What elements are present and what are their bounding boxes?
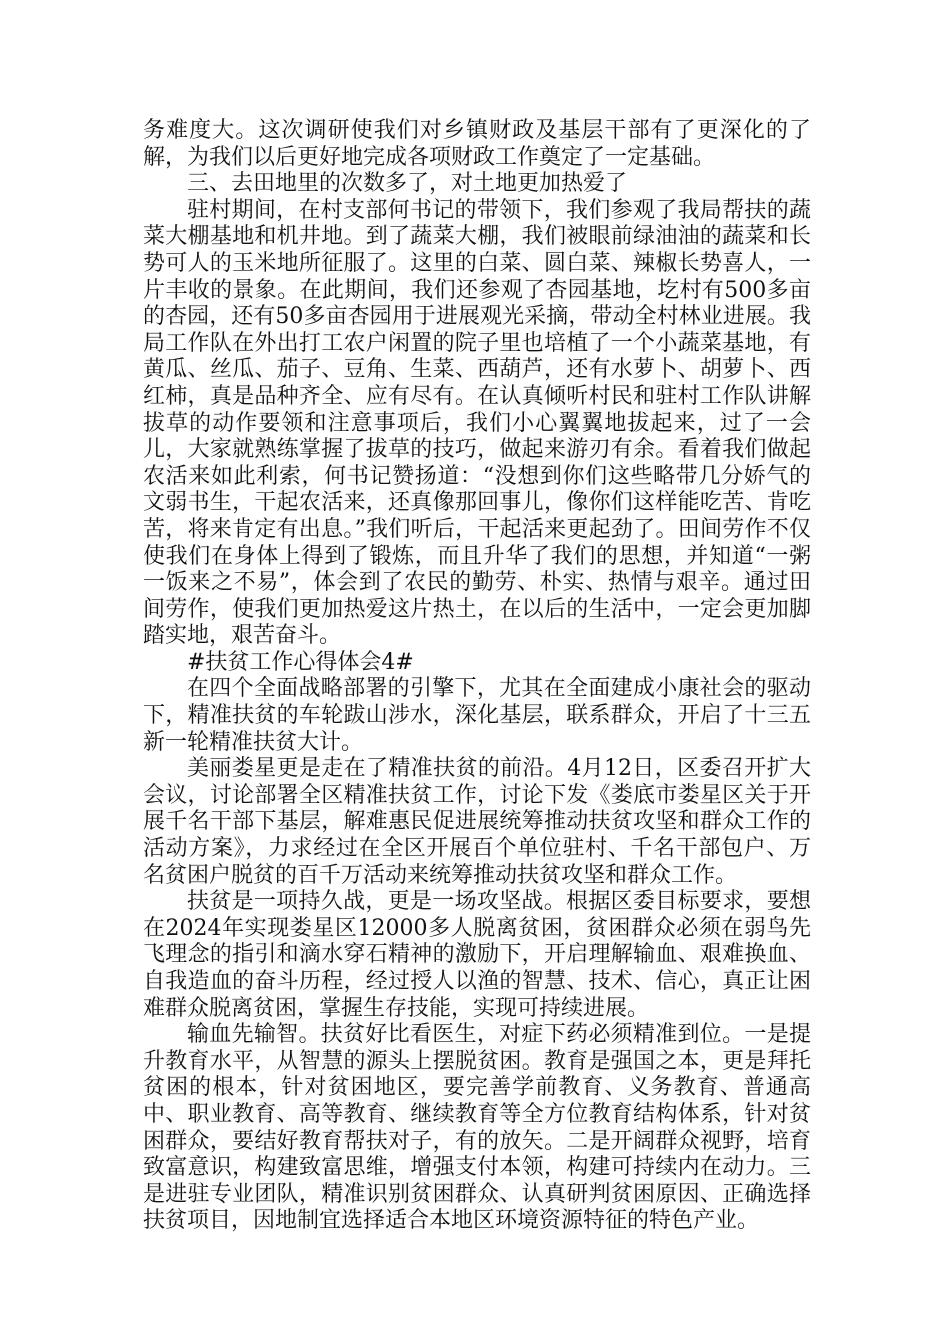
document-body [143,118,811,1235]
paragraph: 美丽娄星更是走在了精准扶贫的前沿。4月12日，区委召开扩大会议，讨论部署全区精准扶贫工作，讨论下发《娄底市娄星区关于开展千名干部下基层，解难惠民促进展统筹推动扶贫攻坚和群众工作的活动方案》，力求经过在全区开展百个单位驻村、千名干部包户、万名贫困户脱贫的百千万活动来统筹推动扶贫攻坚和群众工作。 [143,756,811,888]
paragraph: 扶贫是一项持久战，更是一场攻坚战。根据区委目标要求，要想在2024年实现娄星区12000多人脱离贫困，贫困群众必须在弱鸟先飞理念的指引和滴水穿石精神的激励下，开启理解输血、艰难换血、自我造血的奋斗历程，经过授人以渔的智慧、技术、信心，真正让困难群众脱离贫困，掌握生存技能，实现可持续进展。 [143,889,811,1021]
paragraph: 驻村期间，在村支部何书记的带领下，我们参观了我局帮扶的蔬菜大棚基地和机井地。到了蔬菜大棚，我们被眼前绿油油的蔬菜和长势可人的玉米地所征服了。这里的白菜、圆白菜、辣椒长势喜人，一片丰收的景象。在此期间，我们还参观了杏园基地，圪村有500多亩的杏园，还有50多亩杏园用于进展观光采摘，带动全村林业进展。我局工作队在外出打工农户闲置的院子里也培植了一个小蔬菜基地，有黄瓜、丝瓜、茄子、豆角、生菜、西葫芦，还有水萝卜、胡萝卜、西红柿，真是品种齐全、应有尽有。在认真倾听村民和驻村工作队讲解拔草的动作要领和注意事项后，我们小心翼翼地拔起来，过了一会儿，大家就熟练掌握了拔草的技巧，做起来游刃有余。看着我们做起农活来如此利索，何书记赞扬道：“没想到你们这些略带几分娇气的文弱书生，干起农活来，还真像那回事儿，像你们这样能吃苦、肯吃苦，将来肯定有出息。”我们听后，干起活来更起劲了。田间劳作不仅使我们在身体上得到了锻炼，而且升华了我们的思想，并知道“一粥一饭来之不易”，体会到了农民的勤劳、朴实、热情与艰辛。通过田间劳作，使我们更加热爱这片热土，在以后的生活中，一定会更加脚踏实地，艰苦奋斗。 [143,197,811,649]
paragraph: 在四个全面战略部署的引擎下，尤其在全面建成小康社会的驱动下，精准扶贫的车轮跋山涉水，深化基层，联系群众，开启了十三五新一轮精准扶贫大计。 [143,676,811,755]
section-heading: #扶贫工作心得体会4# [187,649,414,675]
section-heading: 三、去田地里的次数多了，对土地更加热爱了 [187,171,628,197]
paragraph: 务难度大。这次调研使我们对乡镇财政及基层干部有了更深化的了解，为我们以后更好地完成各项财政工作奠定了一定基础。 [143,118,811,170]
paragraph: 输血先输智。扶贫好比看医生，对症下药必须精准到位。一是提升教育水平，从智慧的源头上摆脱贫困。教育是强国之本，更是拜托贫困的根本，针对贫困地区，要完善学前教育、义务教育、普通高中、职业教育、高等教育、继续教育等全方位教育结构体系，针对贫困群众，要结好教育帮扶对子，有的放矢。二是开阔群众视野，培育致富意识，构建致富思维，增强支付本领，构建可持续内在动力。三是进驻专业团队，精准识别贫困群众、认真研判贫困原因、正确选择扶贫项目，因地制宜选择适合本地区环境资源特征的特色产业。 [143,1022,811,1234]
